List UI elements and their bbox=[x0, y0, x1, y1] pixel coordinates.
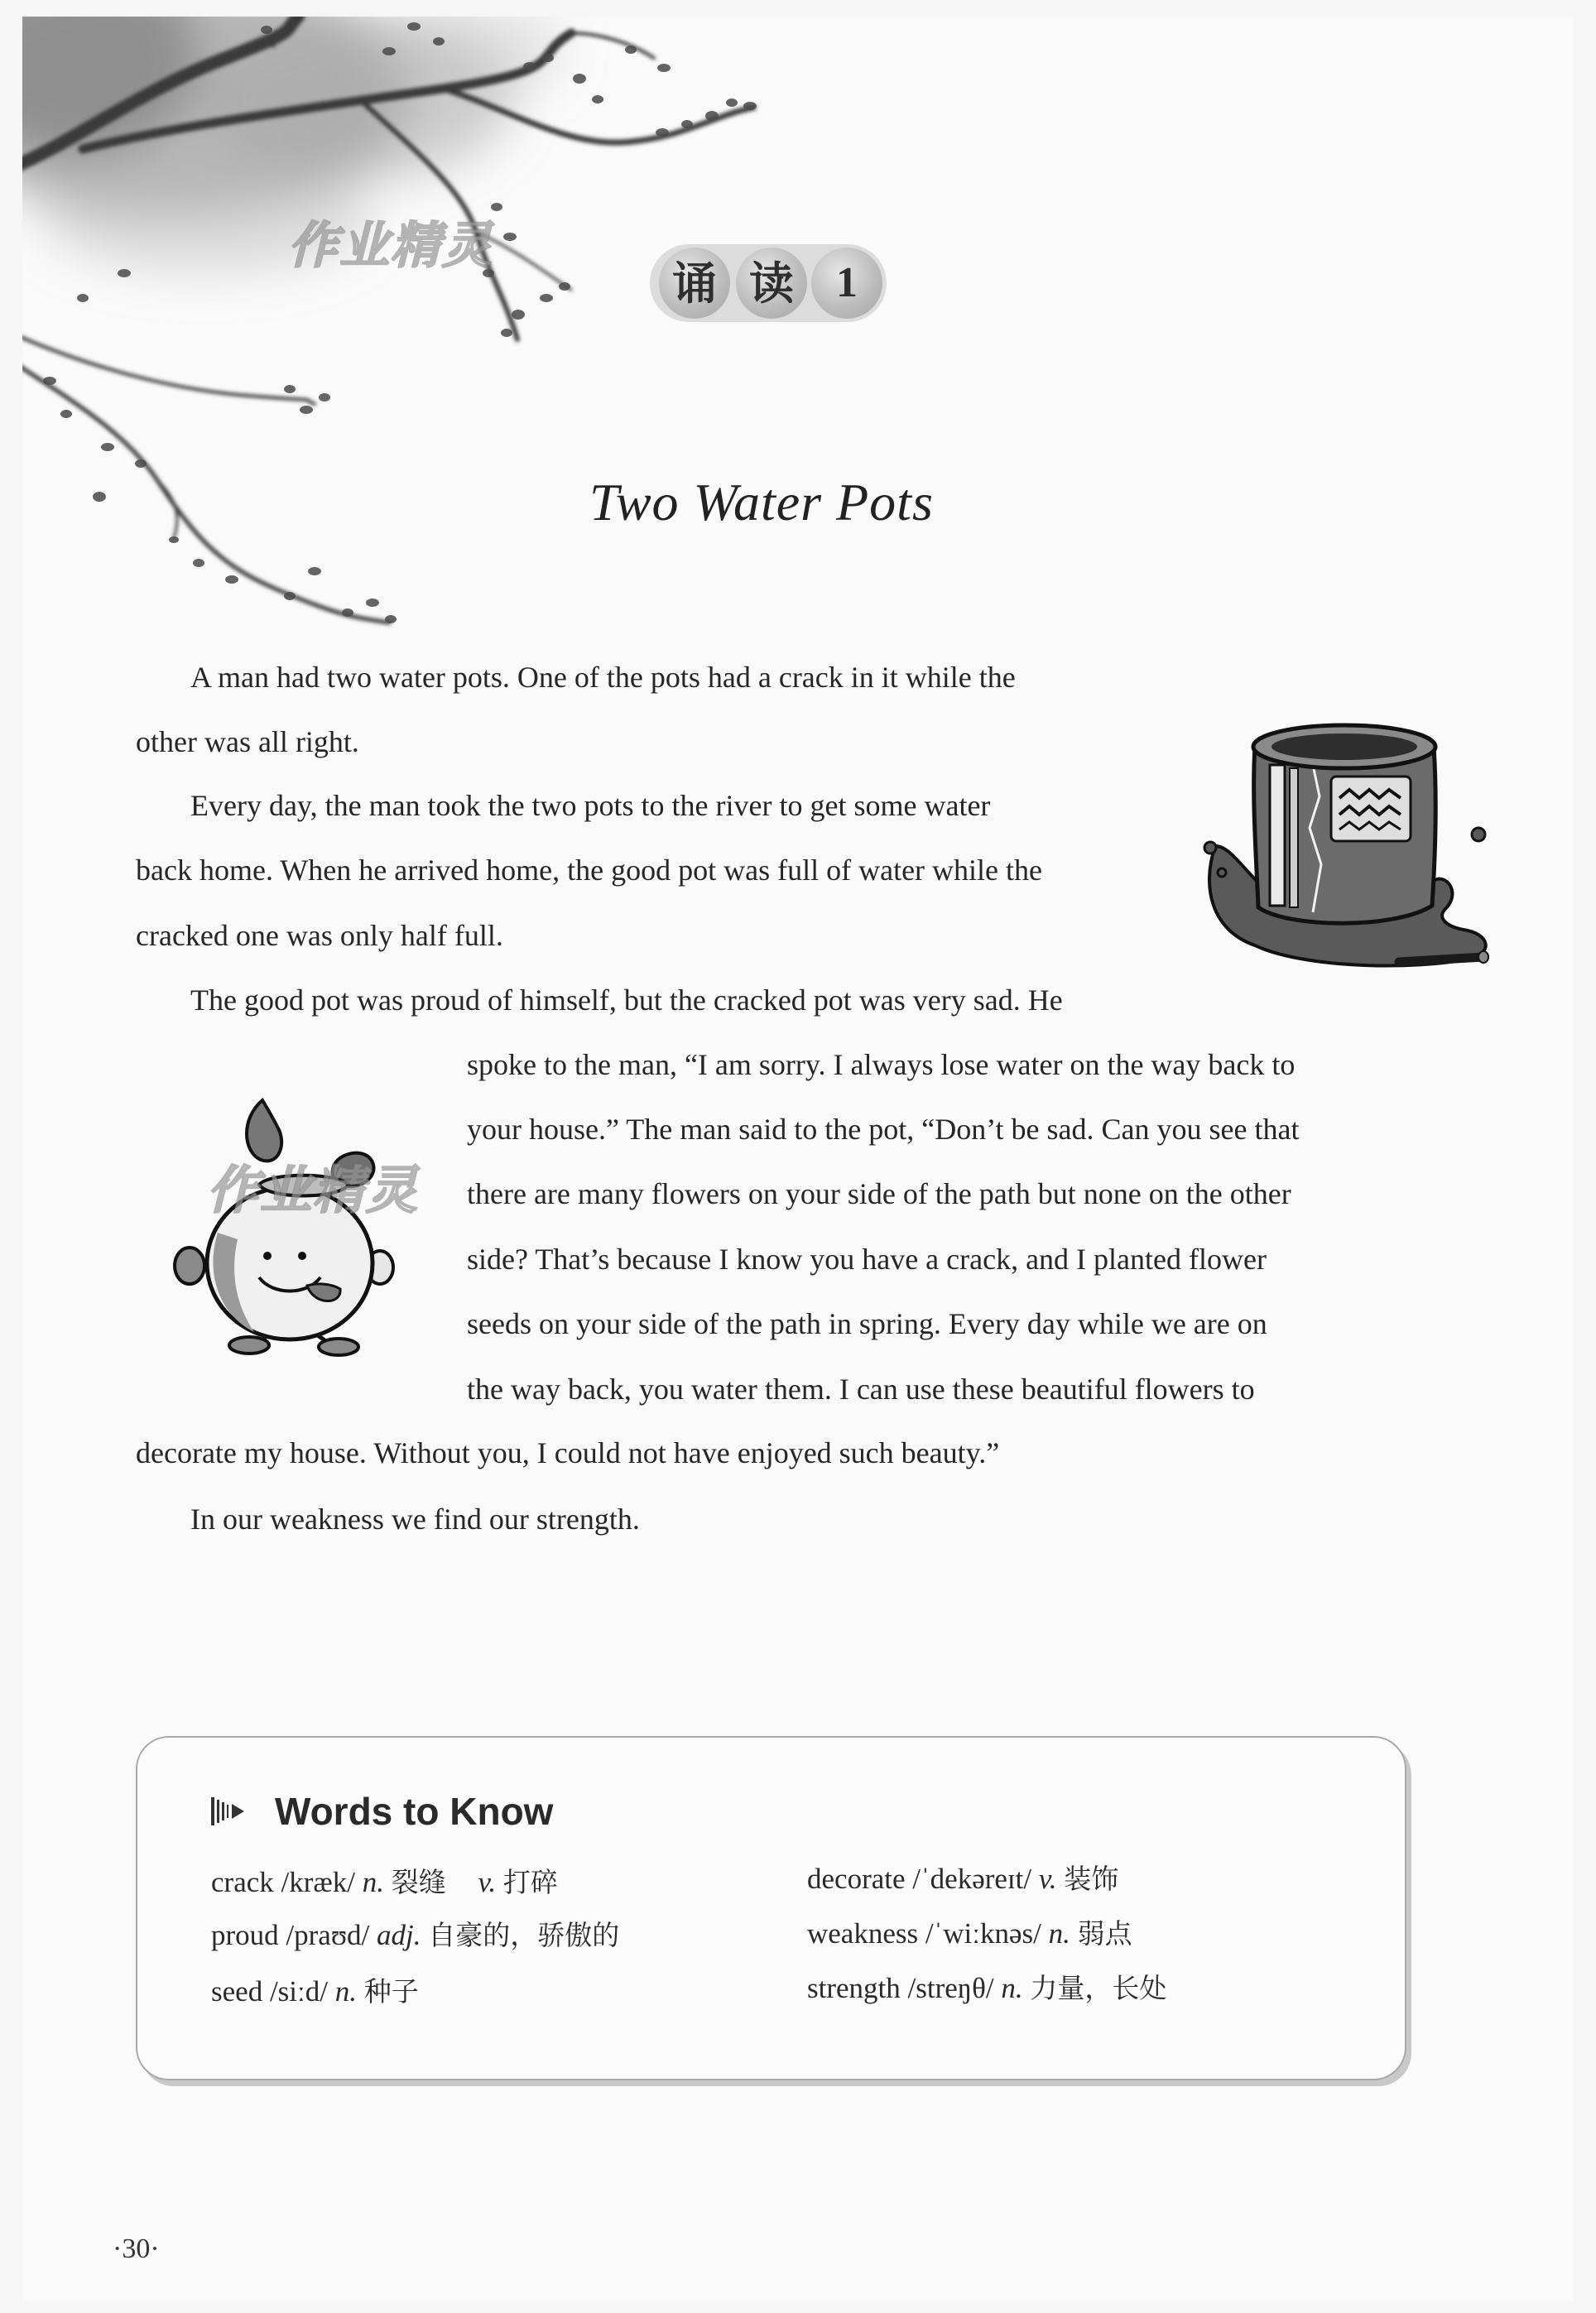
vocab-entry bbox=[807, 1861, 1118, 1897]
vocab-entry bbox=[211, 1917, 619, 1954]
story-line: Every day, the man took the two pots to the river to get some water bbox=[190, 789, 991, 822]
left-foot bbox=[229, 1337, 269, 1354]
water-drop bbox=[247, 1100, 281, 1161]
section-badge bbox=[650, 244, 887, 322]
vocab-meaning: 自豪的，骄傲的 bbox=[428, 1919, 620, 1951]
vocab-entry bbox=[807, 1916, 1132, 1952]
vocab-meaning: 弱点 bbox=[1077, 1917, 1132, 1950]
vocab-entry bbox=[807, 1970, 1166, 2007]
badge-number: 1 bbox=[811, 248, 882, 319]
story-line: A man had two water pots. One of the pots had a crack in it while the bbox=[190, 661, 1016, 694]
vocab-pos: n. bbox=[362, 1866, 384, 1898]
vocab-meaning: 种子 bbox=[363, 1975, 419, 2008]
words-to-know-heading: Words to Know bbox=[275, 1790, 554, 1833]
story-line: cracked one was only half full. bbox=[136, 919, 503, 952]
badge-char-2: 读 bbox=[736, 248, 807, 319]
story-line: side? That’s because I know you have a crack, and I planted flower bbox=[467, 1243, 1267, 1276]
story-line: other was all right. bbox=[136, 725, 359, 758]
ink-branch-painting bbox=[0, 0, 795, 662]
vocab-meaning: 力量，长处 bbox=[1030, 1972, 1167, 2004]
watermark-text: 作业精灵 bbox=[288, 217, 493, 275]
story-line: spoke to the man, “I am sorry. I always lose water on the way back to bbox=[467, 1048, 1296, 1081]
stick bbox=[1399, 957, 1483, 962]
vocab-meaning: 装饰 bbox=[1064, 1863, 1119, 1895]
wave-emblem bbox=[1331, 777, 1411, 841]
vocab-pos: n. bbox=[1001, 1972, 1023, 2004]
cracked-pot-illustration bbox=[1197, 722, 1495, 979]
story-line: your house.” The man said to the pot, “Don’t be sad. Can you see that bbox=[467, 1113, 1300, 1146]
vocab-meaning: 打碎 bbox=[502, 1866, 558, 1898]
story-line: the way back, you water them. I can use these beautiful flowers to bbox=[467, 1373, 1255, 1406]
vocab-pos: n. bbox=[334, 1975, 357, 2008]
watermark-text: 作业精灵 bbox=[207, 1160, 420, 1220]
vocab-pos: adj. bbox=[377, 1919, 421, 1951]
vocab-word: proud bbox=[211, 1919, 279, 1951]
vocab-phonetic: /streŋθ/ bbox=[907, 1972, 994, 2004]
story-line: In our weakness we find our strength. bbox=[190, 1503, 640, 1536]
page-number: ·30· bbox=[113, 2234, 160, 2264]
left-hand bbox=[175, 1248, 204, 1284]
story-line: there are many flowers on your side of the path but none on the other bbox=[467, 1177, 1291, 1210]
vocab-meaning: 裂缝 bbox=[391, 1866, 446, 1898]
words-to-know-box bbox=[136, 1736, 1406, 2080]
vocab-pos: v. bbox=[478, 1866, 497, 1898]
story-title: Two Water Pots bbox=[589, 473, 934, 531]
story-line: back home. When he arrived home, the good pot was full of water while the bbox=[136, 854, 1042, 887]
vocab-pos: n. bbox=[1048, 1917, 1070, 1950]
vocab-word: crack bbox=[211, 1866, 274, 1898]
vocab-phonetic: /kræk/ bbox=[281, 1866, 355, 1898]
vocab-phonetic: /ˈdekəreɪt/ bbox=[912, 1863, 1032, 1895]
vocab-phonetic: /siːd/ bbox=[269, 1975, 328, 2008]
vocab-entry bbox=[211, 1974, 419, 2010]
vocab-phonetic: /praʊd/ bbox=[286, 1919, 370, 1951]
vocab-word: strength bbox=[807, 1972, 901, 2004]
vocab-word: decorate bbox=[807, 1863, 906, 1895]
vocab-word: weakness bbox=[807, 1917, 919, 1950]
right-eye bbox=[298, 1252, 306, 1260]
left-eye bbox=[263, 1252, 272, 1260]
story-line: decorate my house. Without you, I could not have enjoyed such beauty.” bbox=[136, 1436, 1000, 1469]
story-line: The good pot was proud of himself, but the cracked pot was very sad. He bbox=[190, 983, 1063, 1017]
vocab-entry bbox=[211, 1864, 558, 1901]
right-foot bbox=[319, 1339, 358, 1355]
story-line: seeds on your side of the path in spring. Every day while we are on bbox=[467, 1307, 1267, 1340]
badge-char-1: 诵 bbox=[659, 248, 730, 319]
vocab-pos: v. bbox=[1038, 1863, 1057, 1895]
cartoon-pot-illustration bbox=[170, 1094, 435, 1358]
vocab-word: seed bbox=[211, 1975, 263, 2008]
audio-bars-icon bbox=[211, 1794, 249, 1829]
vocab-phonetic: /ˈwiːknəs/ bbox=[925, 1917, 1041, 1950]
